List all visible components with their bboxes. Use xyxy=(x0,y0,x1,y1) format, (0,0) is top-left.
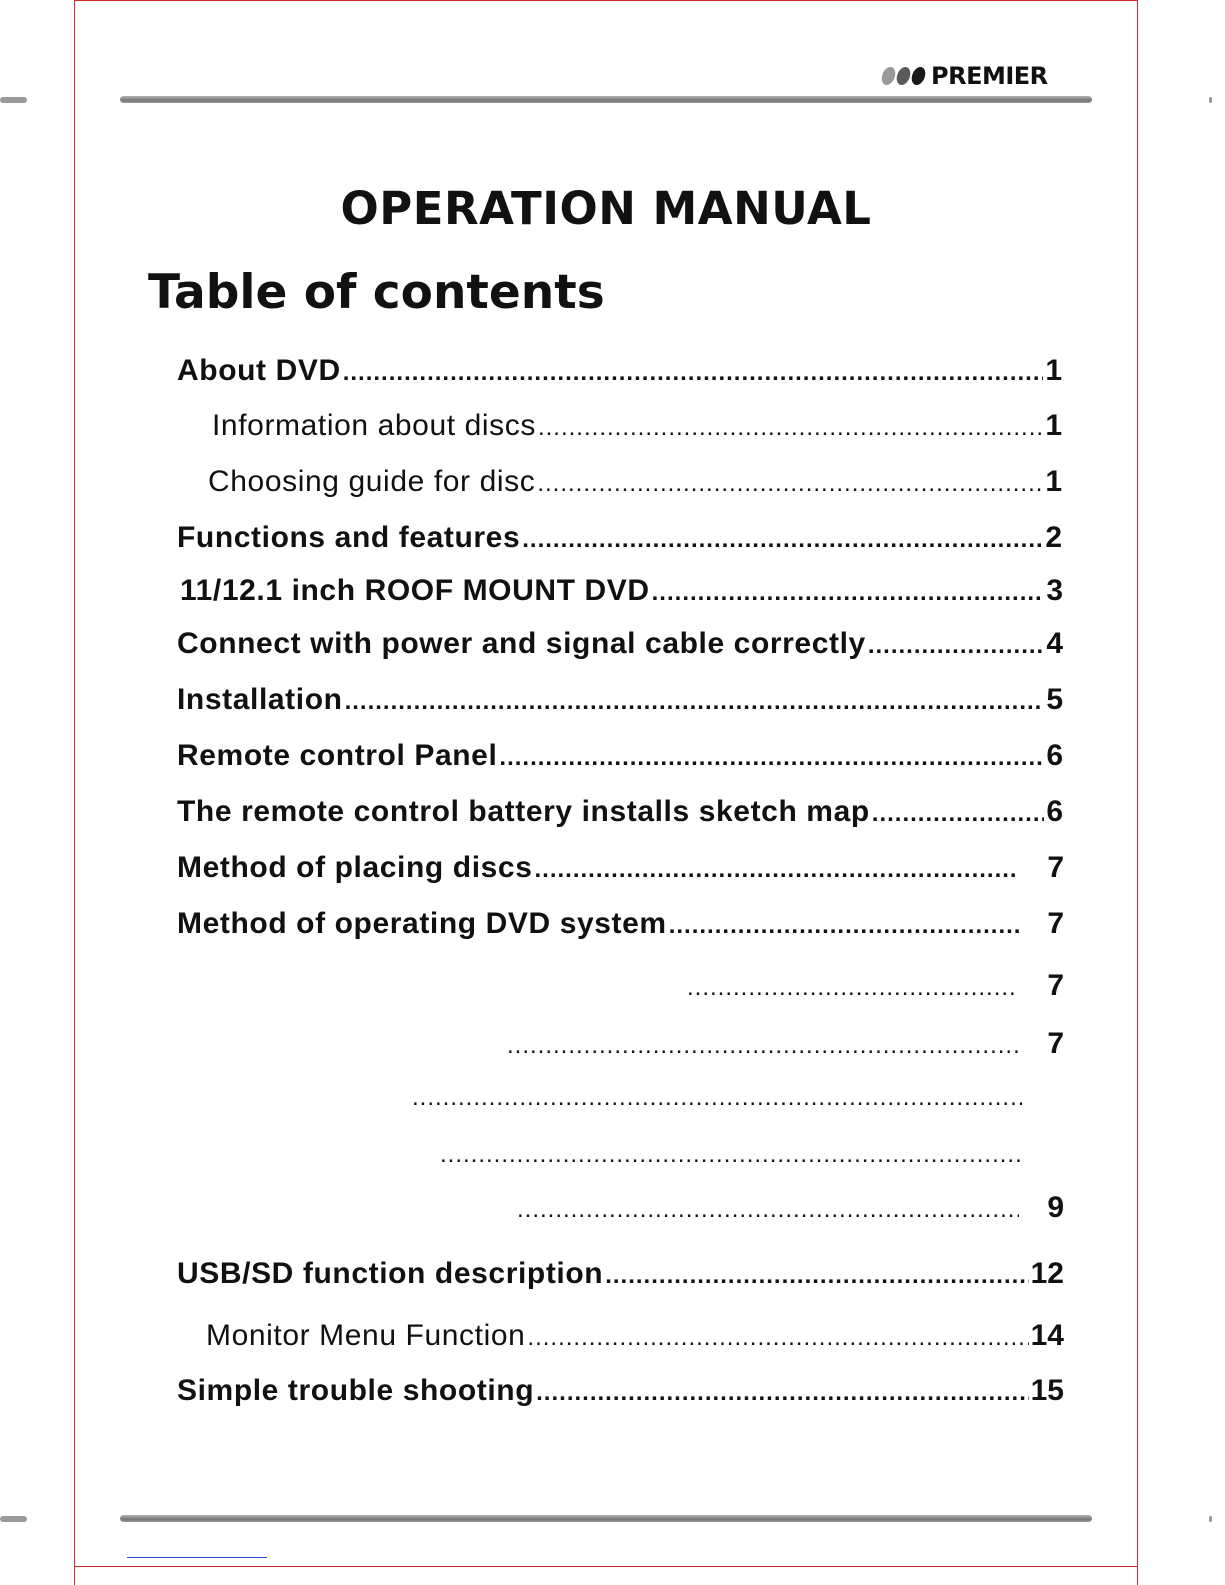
toc-entry-label: Installation xyxy=(177,683,343,716)
toc-page-number: 4 xyxy=(1046,627,1063,660)
toc-leader-dots xyxy=(536,1379,1028,1407)
toc-page-number: 3 xyxy=(1046,574,1063,607)
toc-page-number: 7 xyxy=(1047,907,1064,940)
toc-entry xyxy=(177,683,1063,723)
toc-entry xyxy=(177,1257,1064,1297)
brand-logo xyxy=(882,62,1048,90)
brand-name: PREMIER xyxy=(931,62,1048,90)
toc-page-number: 12 xyxy=(1030,1257,1064,1290)
toc-leader-dots xyxy=(535,856,1020,884)
toc-entry xyxy=(177,627,1063,667)
page-title: OPERATION MANUAL xyxy=(340,182,872,235)
registration-mark xyxy=(1209,97,1212,103)
toc-entry xyxy=(177,795,1063,835)
toc-entry xyxy=(177,739,1063,779)
toc-entry-label: Monitor Menu Function xyxy=(206,1319,526,1352)
logo-dot-icon xyxy=(895,67,912,85)
registration-mark xyxy=(0,1516,27,1522)
toc-entry xyxy=(177,521,1062,561)
toc-page-number: 2 xyxy=(1045,521,1062,554)
toc-entry-label: Choosing guide for disc xyxy=(208,465,536,498)
crop-line-right xyxy=(1137,0,1138,1585)
toc-page-number: 1 xyxy=(1045,409,1062,442)
toc-leader-dots xyxy=(517,1196,1019,1224)
toc-leader-dots xyxy=(669,912,1020,940)
toc-entry-label: Functions and features xyxy=(177,521,521,554)
toc-entry-label: Remote control Panel xyxy=(177,739,498,772)
toc-leader-dots xyxy=(687,974,1019,1002)
toc-entry xyxy=(177,1374,1064,1414)
toc-leader-dots xyxy=(527,1324,1028,1352)
toc-leader-dots xyxy=(868,632,1044,660)
crop-line-top xyxy=(74,0,1138,1)
toc-page-number: 7 xyxy=(1047,851,1064,884)
toc-entry xyxy=(177,354,1062,394)
toc-leader-dots xyxy=(412,1084,1022,1112)
toc-entry xyxy=(505,1027,1064,1067)
toc-entry xyxy=(685,969,1064,1009)
toc-entry-label: Simple trouble shooting xyxy=(177,1374,535,1407)
toc-leader-dots xyxy=(440,1141,1022,1169)
toc-leader-dots xyxy=(537,470,1043,498)
toc-leader-dots xyxy=(538,414,1043,442)
footer-link-underline xyxy=(127,1557,267,1558)
logo-dot-icon xyxy=(880,67,897,85)
crop-line-bottom xyxy=(74,1566,1138,1567)
toc-entry-label: Method of placing discs xyxy=(177,851,533,884)
toc-leader-dots xyxy=(499,744,1044,772)
toc-entry-label: 11/12.1 inch ROOF MOUNT DVD xyxy=(180,574,650,607)
toc-page-number: 9 xyxy=(1047,1191,1064,1224)
toc-entry-label: Method of operating DVD system xyxy=(177,907,667,940)
toc-leader-dots xyxy=(522,526,1043,554)
toc-entry-label: USB/SD function description xyxy=(177,1257,604,1290)
logo-dot-icon xyxy=(910,67,927,85)
toc-leader-dots xyxy=(872,800,1045,828)
toc-entry xyxy=(212,409,1062,449)
toc-entry-label: Information about discs xyxy=(212,409,536,442)
toc-page-number: 1 xyxy=(1045,354,1062,387)
toc-entry xyxy=(177,907,1064,947)
toc-page-number: 5 xyxy=(1046,683,1063,716)
toc-heading: Table of contents xyxy=(148,265,605,320)
footer-rule xyxy=(120,1515,1092,1522)
toc-entry xyxy=(208,465,1062,505)
toc-leader-dots xyxy=(605,1262,1028,1290)
toc-page-number: 14 xyxy=(1030,1319,1064,1352)
toc-page-number: 6 xyxy=(1046,739,1063,772)
toc-entry-label: The remote control battery installs sketch map xyxy=(177,795,870,828)
toc-leader-dots xyxy=(652,579,1045,607)
registration-mark xyxy=(1209,1516,1212,1522)
toc-entry-label: Connect with power and signal cable correctly xyxy=(177,627,866,660)
toc-entry xyxy=(410,1084,1064,1124)
toc-leader-dots xyxy=(345,688,1045,716)
toc-leader-dots xyxy=(507,1032,1019,1060)
toc-page-number: 7 xyxy=(1047,1027,1064,1060)
toc-entry xyxy=(515,1191,1064,1231)
toc-entry-label: About DVD xyxy=(177,354,341,387)
header-rule xyxy=(120,96,1092,103)
toc-page-number: 15 xyxy=(1030,1374,1064,1407)
toc-entry xyxy=(180,574,1063,614)
toc-entry xyxy=(206,1319,1064,1359)
toc-page-number: 6 xyxy=(1046,795,1063,828)
toc-page-number: 7 xyxy=(1047,969,1064,1002)
toc-leader-dots xyxy=(343,359,1044,387)
toc-entry xyxy=(438,1141,1064,1181)
toc-entry xyxy=(177,851,1064,891)
toc-page-number: 1 xyxy=(1045,465,1062,498)
crop-line-left xyxy=(74,0,75,1585)
registration-mark xyxy=(0,97,27,103)
